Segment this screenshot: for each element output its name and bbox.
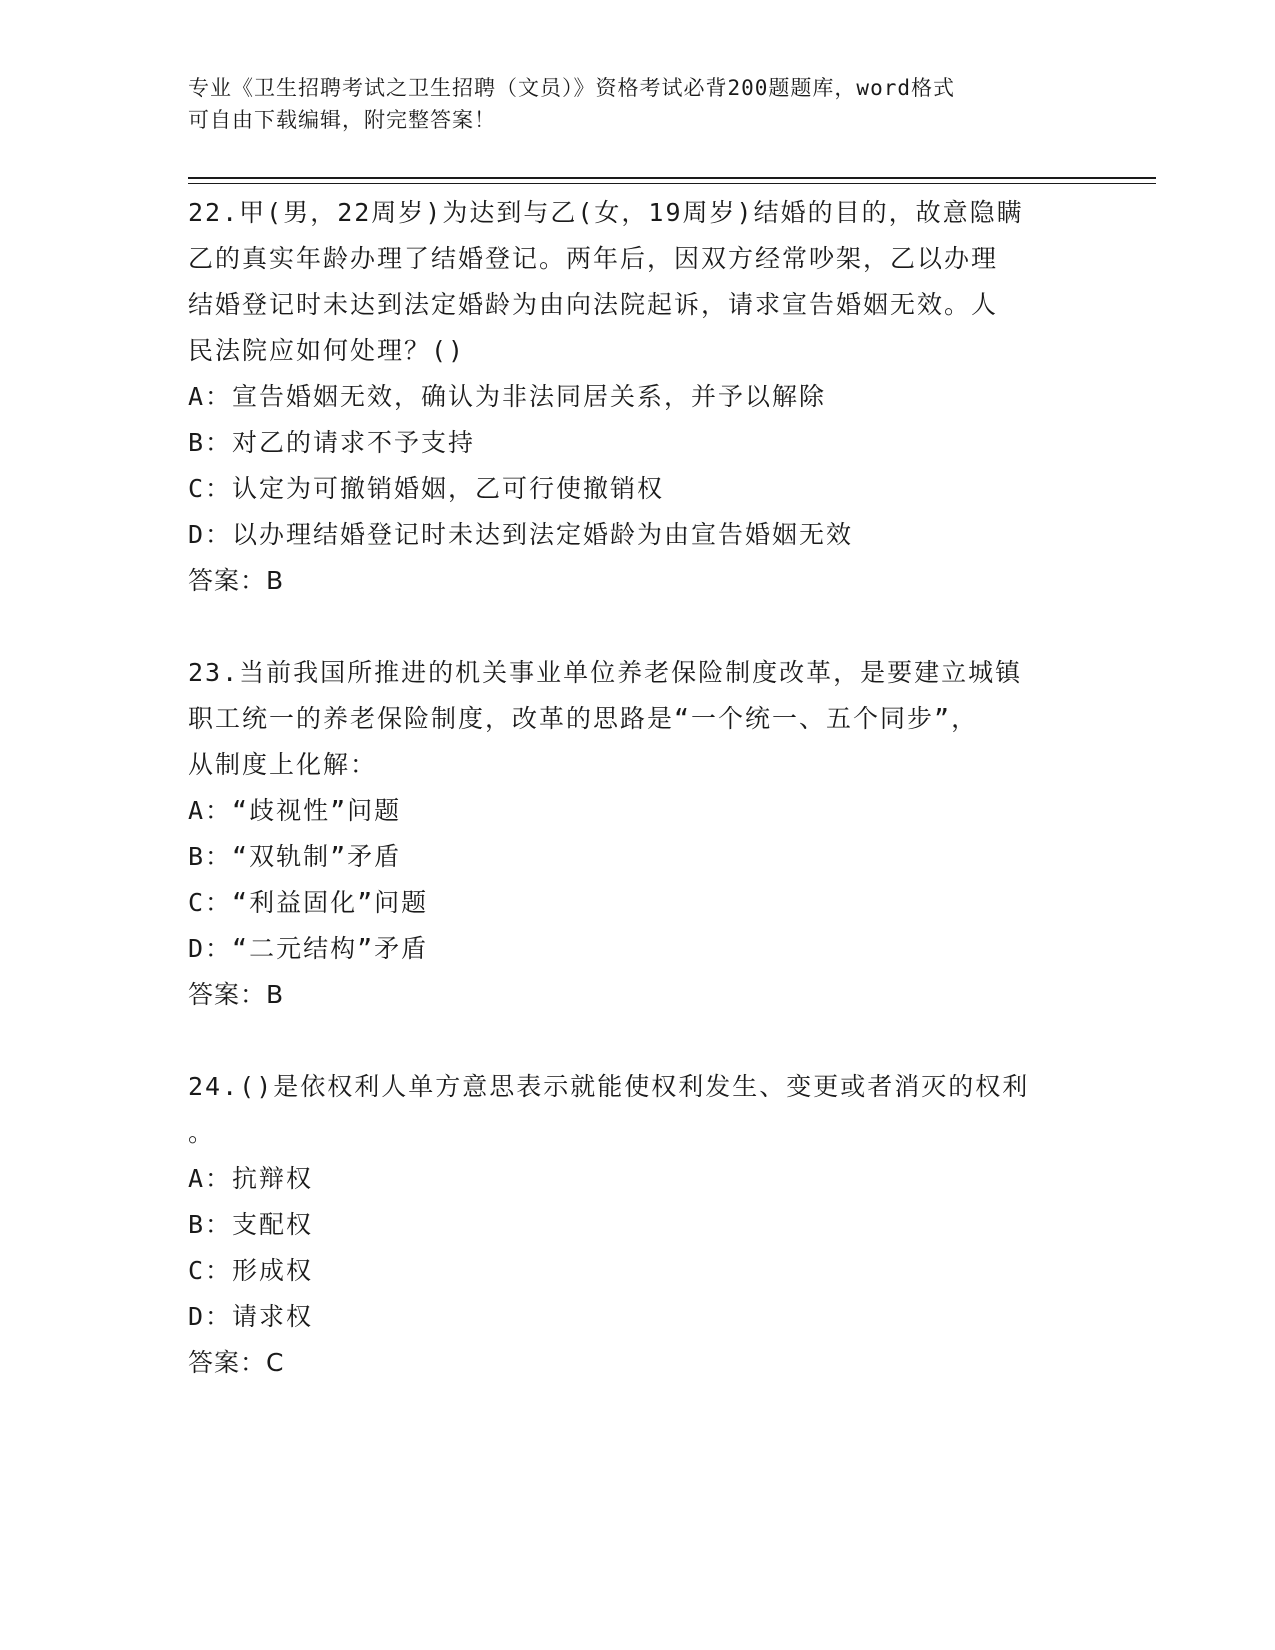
- option-a: A：“歧视性”问题: [188, 796, 402, 825]
- option-d: D：“二元结构”矛盾: [188, 934, 429, 963]
- question-stem-line: 民法院应如何处理？(): [188, 336, 466, 365]
- question-list: [188, 190, 1088, 1386]
- option-a: A：宣告婚姻无效，确认为非法同居关系，并予以解除: [188, 382, 827, 411]
- question-stem-line: 结婚登记时未达到法定婚龄为由向法院起诉，请求宣告婚姻无效。人: [188, 290, 999, 319]
- question-stem-line: 职工统一的养老保险制度，改革的思路是“一个统一、五个同步”，: [188, 704, 979, 733]
- answer: 答案：B: [188, 566, 285, 595]
- option-d: D：请求权: [188, 1302, 314, 1331]
- question-spacer: [188, 1018, 1088, 1064]
- option-b: B：对乙的请求不予支持: [188, 428, 476, 457]
- question-stem-line: 乙的真实年龄办理了结婚登记。两年后，因双方经常吵架，乙以办理: [188, 244, 999, 273]
- question-23: [188, 650, 1088, 1018]
- header-line-2: 可自由下载编辑，附完整答案！: [188, 108, 496, 132]
- question-stem-line: 22.甲(男，22周岁)为达到与乙(女，19周岁)结婚的目的，故意隐瞒: [188, 198, 1024, 227]
- answer: 答案：B: [188, 980, 285, 1009]
- question-24: [188, 1064, 1088, 1386]
- header-divider-thin: [188, 183, 1156, 184]
- answer: 答案：C: [188, 1348, 285, 1377]
- option-a: A：抗辩权: [188, 1164, 314, 1193]
- header-divider-thick: [188, 177, 1156, 179]
- option-c: C：形成权: [188, 1256, 314, 1285]
- option-d: D：以办理结婚登记时未达到法定婚龄为由宣告婚姻无效: [188, 520, 854, 549]
- option-b: B：支配权: [188, 1210, 314, 1239]
- option-b: B：“双轨制”矛盾: [188, 842, 402, 871]
- question-spacer: [188, 604, 1088, 650]
- question-stem-line: 23.当前我国所推进的机关事业单位养老保险制度改革，是要建立城镇: [188, 658, 1023, 687]
- document-header: [188, 72, 1068, 136]
- question-stem-line: 从制度上化解：: [188, 750, 378, 779]
- question-22: [188, 190, 1088, 604]
- option-c: C：认定为可撤销婚姻，乙可行使撤销权: [188, 474, 665, 503]
- question-stem-line: 。: [188, 1118, 216, 1147]
- header-line-1: 专业《卫生招聘考试之卫生招聘（文员）》资格考试必背200题题库，word格式: [188, 76, 955, 100]
- question-stem-line: 24.()是依权利人单方意思表示就能使权利发生、变更或者消灭的权利: [188, 1072, 1030, 1101]
- option-c: C：“利益固化”问题: [188, 888, 429, 917]
